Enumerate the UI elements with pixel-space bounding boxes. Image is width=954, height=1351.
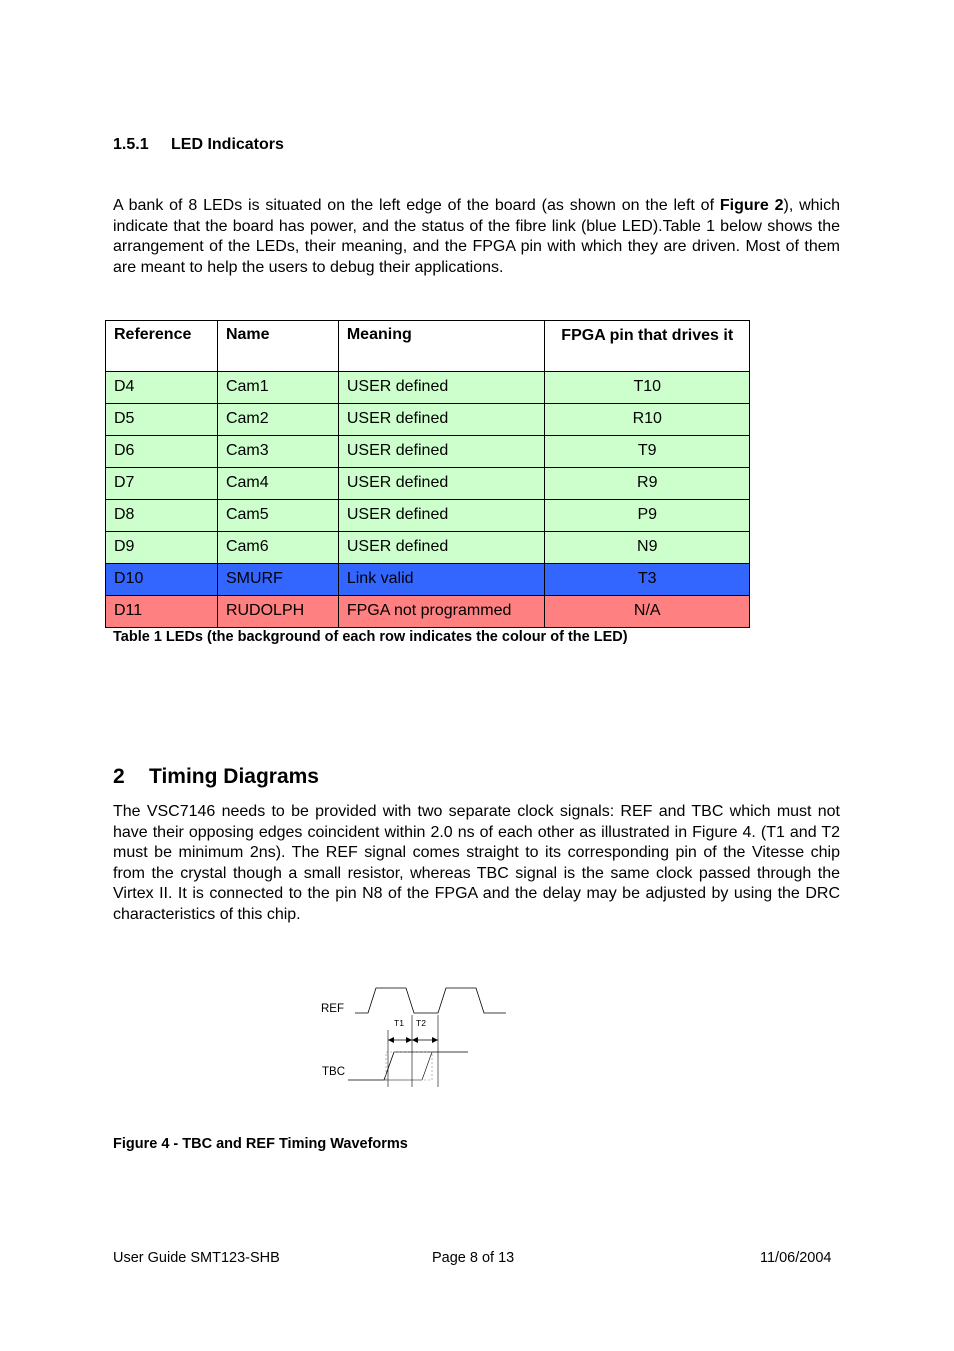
cell-fpga-pin: T9	[545, 436, 750, 468]
ref-waveform	[355, 988, 506, 1013]
table-row	[106, 532, 750, 564]
cell-fpga-pin: R10	[545, 404, 750, 436]
cell-name: Cam4	[217, 468, 338, 500]
cell-name: RUDOLPH	[217, 596, 338, 628]
cell-reference: D7	[106, 468, 218, 500]
cell-fpga-pin: N9	[545, 532, 750, 564]
table-row	[106, 372, 750, 404]
tbc-rising-edge-ghost	[422, 1052, 432, 1080]
header-name: Name	[217, 321, 338, 372]
cell-name: Cam6	[217, 532, 338, 564]
intro-text-start: A bank of 8 LEDs is situated on the left edge of the board (as shown on the left of	[113, 197, 720, 214]
figure-caption: Figure 4 - TBC and REF Timing Waveforms	[113, 1136, 408, 1152]
t2-arrow-left	[412, 1037, 418, 1043]
table-row	[106, 436, 750, 468]
cell-meaning: USER defined	[338, 404, 545, 436]
cell-reference: D9	[106, 532, 218, 564]
cell-meaning: USER defined	[338, 532, 545, 564]
led-table	[105, 320, 750, 628]
tbc-waveform	[348, 1052, 468, 1080]
cell-reference: D10	[106, 564, 218, 596]
tbc-label: TBC	[322, 1066, 345, 1078]
cell-meaning: USER defined	[338, 468, 545, 500]
cell-meaning: USER defined	[338, 372, 545, 404]
cell-reference: D5	[106, 404, 218, 436]
table-caption: Table 1 LEDs (the background of each row indicates the colour of the LED)	[113, 629, 628, 645]
ref-label: REF	[321, 1003, 344, 1015]
figure-2-reference: Figure 2	[719, 197, 784, 214]
timing-paragraph: The VSC7146 needs to be provided with two separate clock signals: REF and TBC which must not have their opposing edges coincident within 2.0 ns of each other as illustrated in Figure 4. (T1 and T2 must be minimum 2ns). The REF signal comes straight to its corresponding pin of the Vitesse chip from the crystal though a small resistor, whereas TBC signal is the same clock passed through the Virtex II. It is connected to the pin N8 of the FPGA and the delay may be adjusted by using the DRC characteristics of this chip.	[113, 803, 840, 923]
table-header-row	[106, 321, 750, 372]
intro-text-end: ), which indicate that the board has power, and the status of the fibre link (blue LED).Table 1 below shows the arrangement of the LEDs, their meaning, and the FPGA pin with which they are driven. Most of them are meant to help the users to debug their applications.	[113, 197, 840, 276]
t1-arrow-left	[388, 1037, 394, 1043]
cell-name: Cam2	[217, 404, 338, 436]
cell-meaning: USER defined	[338, 436, 545, 468]
cell-name: SMURF	[217, 564, 338, 596]
cell-reference: D6	[106, 436, 218, 468]
t1-label: T1	[394, 1018, 404, 1028]
cell-reference: D8	[106, 500, 218, 532]
table-row	[106, 500, 750, 532]
header-fpga-pin: FPGA pin that drives it	[545, 321, 750, 372]
cell-meaning: FPGA not programmed	[338, 596, 545, 628]
chapter-number: 2	[113, 765, 125, 788]
cell-fpga-pin: N/A	[545, 596, 750, 628]
table-row	[106, 564, 750, 596]
t2-arrow-right	[432, 1037, 438, 1043]
cell-reference: D4	[106, 372, 218, 404]
table-row	[106, 404, 750, 436]
t1-arrow-right	[406, 1037, 412, 1043]
chapter-heading	[113, 765, 319, 789]
chapter-title: Timing Diagrams	[149, 765, 319, 788]
table-row	[106, 468, 750, 500]
cell-meaning: Link valid	[338, 564, 545, 596]
cell-fpga-pin: T10	[545, 372, 750, 404]
cell-name: Cam1	[217, 372, 338, 404]
section-heading	[113, 136, 284, 154]
timing-waveform-diagram	[300, 975, 530, 1095]
header-meaning: Meaning	[338, 321, 545, 372]
header-reference: Reference	[106, 321, 218, 372]
cell-fpga-pin: T3	[545, 564, 750, 596]
section-number: 1.5.1	[113, 136, 149, 153]
footer-page-number: Page 8 of 13	[432, 1250, 515, 1266]
intro-paragraph	[113, 196, 840, 278]
cell-meaning: USER defined	[338, 500, 545, 532]
cell-name: Cam5	[217, 500, 338, 532]
footer-date: 11/06/2004	[760, 1250, 832, 1266]
cell-name: Cam3	[217, 436, 338, 468]
cell-reference: D11	[106, 596, 218, 628]
t2-label: T2	[416, 1018, 426, 1028]
table-row	[106, 596, 750, 628]
cell-fpga-pin: R9	[545, 468, 750, 500]
cell-fpga-pin: P9	[545, 500, 750, 532]
section-title: LED Indicators	[171, 136, 284, 153]
footer-document-title: User Guide SMT123-SHB	[113, 1250, 280, 1266]
